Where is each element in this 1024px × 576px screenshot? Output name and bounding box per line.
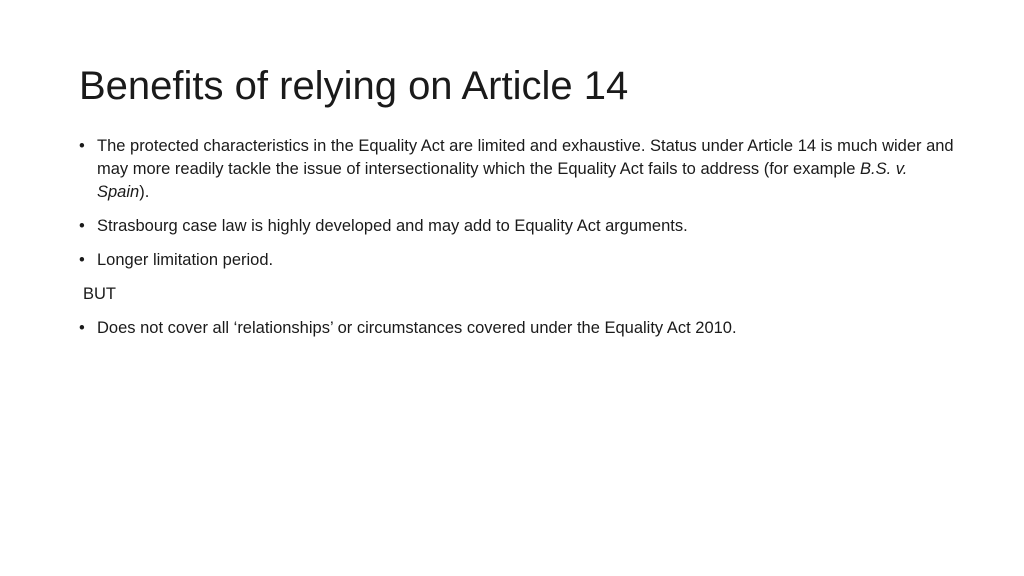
bullet-list-after xyxy=(79,317,959,340)
bullet-text-part: ). xyxy=(139,183,150,201)
bullet-item-limitation-period xyxy=(79,249,959,272)
separator-but: BUT xyxy=(83,285,116,303)
bullet-text-part: The protected characteristics in the Equality Act are limited and exhaustive. Status under Article 14 is much wider and may more readily tackle the issue of intersectionality which the Equality Act fails to address (for example xyxy=(97,137,954,178)
bullet-text xyxy=(97,137,954,201)
bullet-list xyxy=(79,135,959,272)
bullet-icon: • xyxy=(79,251,85,269)
slide-title: Benefits of relying on Article 14 xyxy=(79,64,629,108)
bullet-item-strasbourg-case-law xyxy=(79,215,959,238)
bullet-icon: • xyxy=(79,319,85,337)
bullet-text: Does not cover all ‘relationships’ or circumstances covered under the Equality Act 2010. xyxy=(97,319,737,337)
bullet-icon: • xyxy=(79,137,85,155)
bullet-item-protected-characteristics xyxy=(79,135,959,204)
bullet-text: Longer limitation period. xyxy=(97,251,274,269)
case-citation: B.S. v. Spain xyxy=(97,160,908,201)
bullet-icon: • xyxy=(79,217,85,235)
slide-content xyxy=(79,135,959,351)
bullet-item-relationships xyxy=(79,317,959,340)
bullet-text: Strasbourg case law is highly developed and may add to Equality Act arguments. xyxy=(97,217,688,235)
